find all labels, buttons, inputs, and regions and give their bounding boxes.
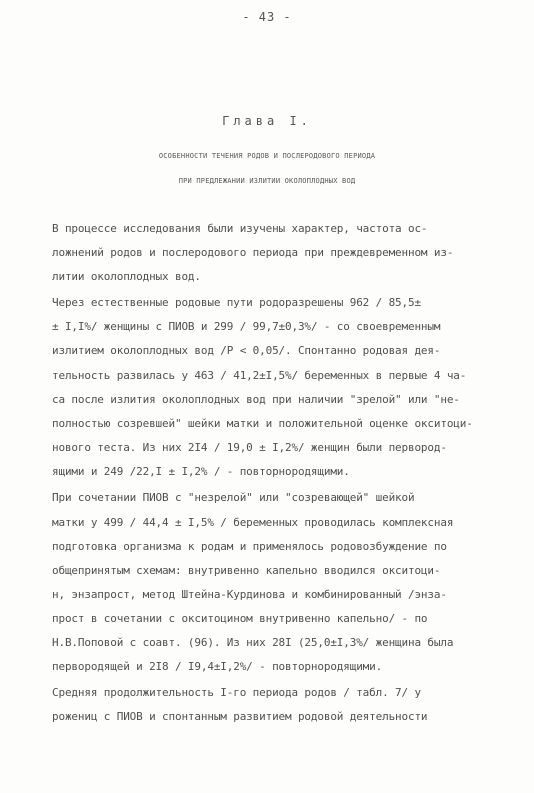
body-line: нового теста. Из них 2I4 / 19,0 ± I,2%/ женщин были первород- [52,441,447,454]
body-line: излитием околоплодных вод /Р < 0,05/. Спонтанно родовая дея- [52,344,441,357]
body-line: ложнений родов и послеродового периода при преждевременном из- [52,246,454,259]
body-line: полностью созревшей" шейки матки и положительной оценке окситоци- [52,417,473,430]
body-line: Через естественные родовые пути родоразрешены 962 / 85,5± [52,296,421,309]
chapter-title-line-1: ОСОБЕННОСТИ ТЕЧЕНИЯ РОДОВ И ПОСЛЕРОДОВОГО ПЕРИОДА [158,152,376,160]
chapter-title-line-2: ПРИ ПРЕДЛЕЖАНИИ ИЗЛИТИИ ОКОЛОПЛОДНЫХ ВОД [178,177,356,185]
body-line: Н.В.Поповой с соавт. (96). Из них 28I (25,0±I,3%/ женщина была [52,636,454,649]
chapter-heading: Глава I. [222,114,312,128]
body-line: са после излития околоплодных вод при наличии "зрелой" или "не- [52,393,460,406]
body-line: общепринятым схемам: внутривенно капельно вводился окситоци- [52,564,441,577]
body-line: матки у 499 / 44,4 ± I,5% / беременных проводилась комплексная [52,516,454,529]
body-line: рожениц с ПИОВ и спонтанным развитием родовой деятельности [52,710,428,723]
body-line: ± I,I%/ женщины с ПИОВ и 299 / 99,7±0,3%/ - со своевременным [52,320,441,333]
body-line: ящими и 249 /22,I ± I,2% / - повторнородящими. [52,465,350,478]
body-line: подготовка организма к родам и применялось родовозбуждение по [52,540,447,553]
body-line: В процессе исследования были изучены характер, частота ос- [52,222,428,235]
body-line: тельность развилась у 463 / 41,2±I,5%/ беременных в первые 4 ча- [52,369,467,382]
body-line: литии околоплодных вод. [52,270,201,283]
body-line: При сочетании ПИОВ с "незрелой" или "созревающей" шейкой [52,491,415,504]
page-number: - 43 - [242,10,292,24]
body-line: Средняя продолжительность I-го периода родов / табл. 7/ у [52,686,421,699]
body-line: первородящей и 2I8 / I9,4±I,2%/ - повторнородящими. [52,660,383,673]
body-line: н, энзапрост, метод Штейна-Курдинова и комбинированный /энза- [52,588,447,601]
body-line: прост в сочетании с окситоцином внутривенно капельно/ - по [52,612,428,625]
